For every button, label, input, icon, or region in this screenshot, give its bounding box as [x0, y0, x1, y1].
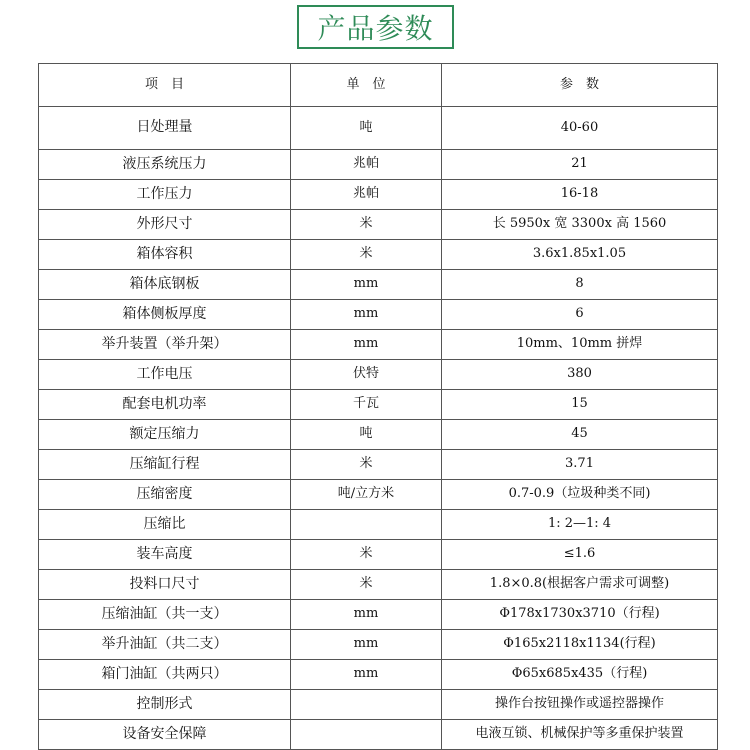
- table-row: [39, 600, 718, 630]
- row-unit: mm: [291, 600, 442, 630]
- row-unit: mm: [291, 270, 442, 300]
- row-value: 380: [442, 360, 718, 390]
- table-row: [39, 210, 718, 240]
- row-item: 箱体底钢板: [39, 270, 291, 300]
- table-row: [39, 360, 718, 390]
- row-value: 8: [442, 270, 718, 300]
- row-value: 15: [442, 390, 718, 420]
- table-row: [39, 300, 718, 330]
- row-unit: mm: [291, 330, 442, 360]
- table-row: [39, 720, 718, 750]
- page-title: 产品参数: [297, 5, 454, 49]
- row-item: 工作电压: [39, 360, 291, 390]
- row-value: 3.6x1.85x1.05: [442, 240, 718, 270]
- row-value: 0.7-0.9（垃圾种类不同): [442, 480, 718, 510]
- table-row: [39, 480, 718, 510]
- header-item: 项 目: [39, 64, 291, 107]
- row-unit: 伏特: [291, 360, 442, 390]
- row-value: Φ65x685x435（行程): [442, 660, 718, 690]
- table-row: [39, 330, 718, 360]
- table-row: [39, 420, 718, 450]
- header-unit: 单 位: [291, 64, 442, 107]
- table-row: [39, 107, 718, 150]
- row-value: 40-60: [442, 107, 718, 150]
- row-item: 外形尺寸: [39, 210, 291, 240]
- row-item: 控制形式: [39, 690, 291, 720]
- table-row: [39, 540, 718, 570]
- parameters-table: [38, 63, 718, 750]
- row-value: 1: 2—1: 4: [442, 510, 718, 540]
- row-value: Φ165x2118x1134(行程): [442, 630, 718, 660]
- row-value: 45: [442, 420, 718, 450]
- table-row: [39, 630, 718, 660]
- table-header-row: [39, 64, 718, 107]
- table-row: [39, 450, 718, 480]
- row-unit: 千瓦: [291, 390, 442, 420]
- row-value: 操作台按钮操作或遥控器操作: [442, 690, 718, 720]
- row-item: 工作压力: [39, 180, 291, 210]
- row-unit: 兆帕: [291, 150, 442, 180]
- row-value: 21: [442, 150, 718, 180]
- row-unit: 吨: [291, 107, 442, 150]
- row-unit: 吨: [291, 420, 442, 450]
- row-item: 压缩油缸（共一支）: [39, 600, 291, 630]
- table-row: [39, 690, 718, 720]
- row-unit: mm: [291, 660, 442, 690]
- row-unit: 兆帕: [291, 180, 442, 210]
- row-item: 额定压缩力: [39, 420, 291, 450]
- row-item: 配套电机功率: [39, 390, 291, 420]
- table-row: [39, 240, 718, 270]
- header-value: 参 数: [442, 64, 718, 107]
- row-value: 16-18: [442, 180, 718, 210]
- row-item: 压缩缸行程: [39, 450, 291, 480]
- row-unit: 米: [291, 240, 442, 270]
- row-value: 3.71: [442, 450, 718, 480]
- row-item: 日处理量: [39, 107, 291, 150]
- row-value: 6: [442, 300, 718, 330]
- row-item: 箱体侧板厚度: [39, 300, 291, 330]
- table-row: [39, 660, 718, 690]
- row-unit: 吨/立方米: [291, 480, 442, 510]
- row-item: 液压系统压力: [39, 150, 291, 180]
- table-row: [39, 270, 718, 300]
- row-item: 箱体容积: [39, 240, 291, 270]
- row-item: 投料口尺寸: [39, 570, 291, 600]
- row-unit: 米: [291, 210, 442, 240]
- row-unit: 米: [291, 450, 442, 480]
- row-item: 设备安全保障: [39, 720, 291, 750]
- table-row: [39, 390, 718, 420]
- row-value: 电液互锁、机械保护等多重保护装置: [442, 720, 718, 750]
- table-row: [39, 180, 718, 210]
- table-row: [39, 150, 718, 180]
- row-item: 压缩密度: [39, 480, 291, 510]
- row-value: 长 5950x 宽 3300x 高 1560: [442, 210, 718, 240]
- row-value: 1.8×0.8(根据客户需求可调整): [442, 570, 718, 600]
- table-row: [39, 510, 718, 540]
- row-value: 10mm、10mm 拼焊: [442, 330, 718, 360]
- row-value: ≤1.6: [442, 540, 718, 570]
- row-item: 箱门油缸（共两只）: [39, 660, 291, 690]
- row-item: 压缩比: [39, 510, 291, 540]
- row-unit: 米: [291, 540, 442, 570]
- row-unit: [291, 510, 442, 540]
- row-unit: 米: [291, 570, 442, 600]
- row-unit: [291, 690, 442, 720]
- row-item: 装车高度: [39, 540, 291, 570]
- row-unit: mm: [291, 300, 442, 330]
- row-item: 举升装置（举升架）: [39, 330, 291, 360]
- row-unit: mm: [291, 630, 442, 660]
- row-item: 举升油缸（共二支）: [39, 630, 291, 660]
- row-value: Φ178x1730x3710（行程): [442, 600, 718, 630]
- row-unit: [291, 720, 442, 750]
- table-row: [39, 570, 718, 600]
